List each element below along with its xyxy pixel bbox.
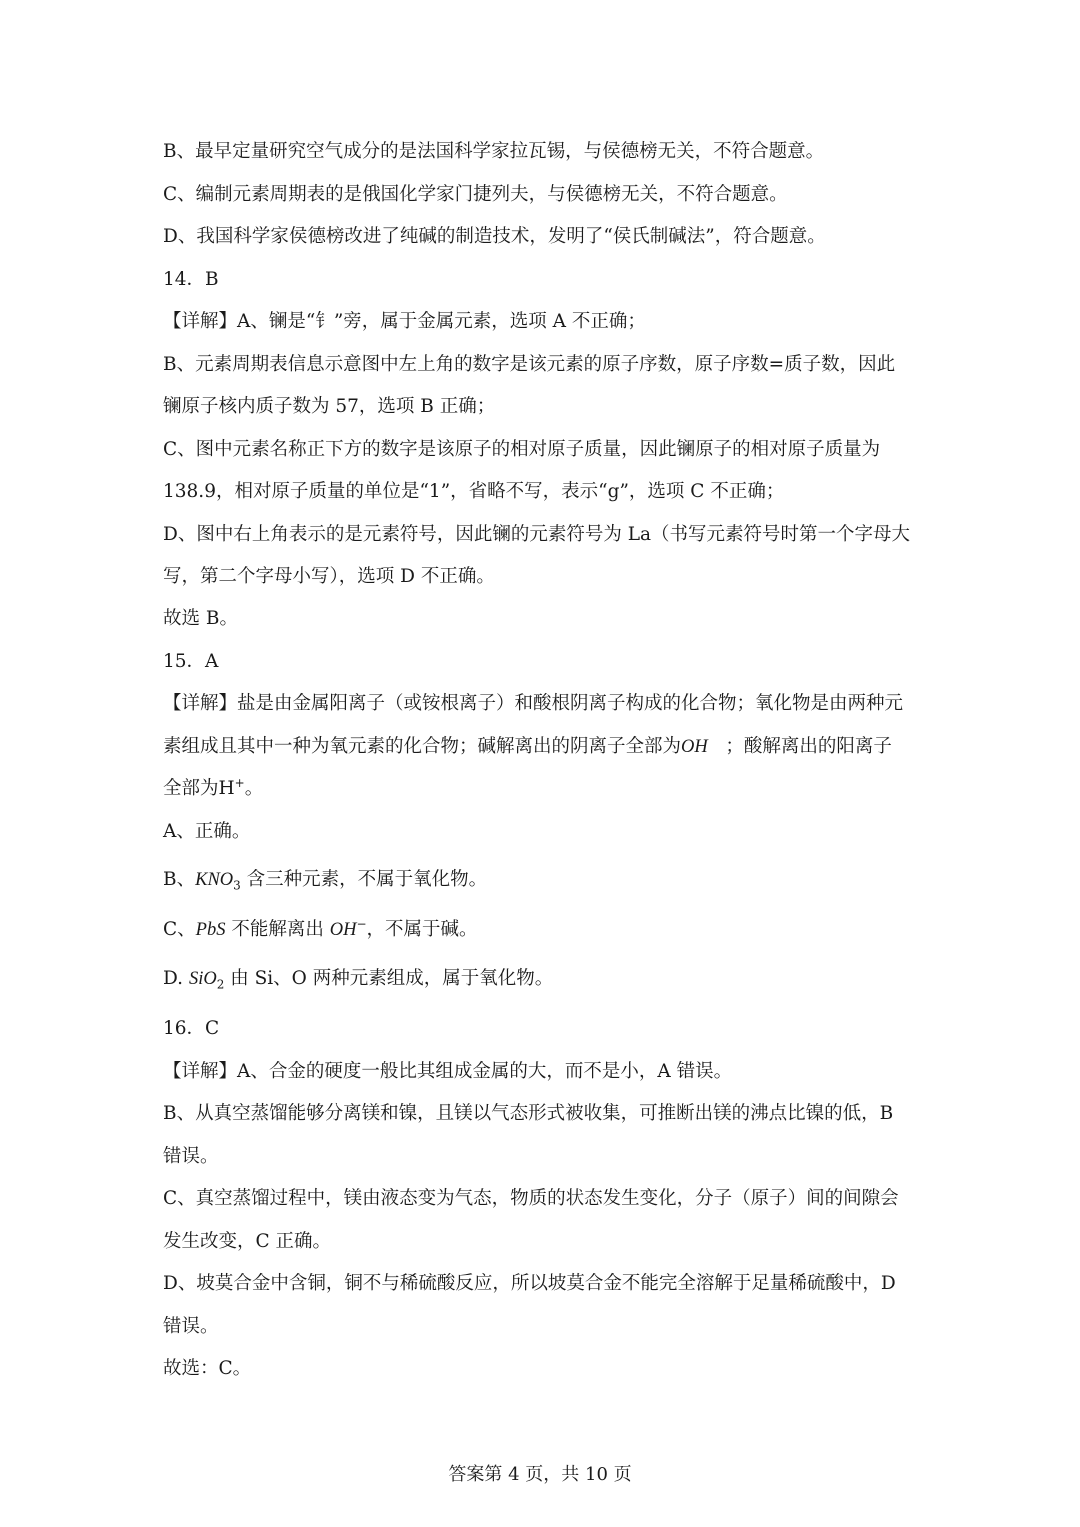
text-segment: B、 xyxy=(163,869,196,890)
text-line: 镧原子核内质子数为 57，选项 B 正确； xyxy=(163,396,496,417)
formula: PbS xyxy=(195,920,226,940)
formula: OH xyxy=(329,920,357,940)
text-line: 写，第二个字母小写），选项 D 不正确。 xyxy=(163,566,495,587)
text-segment: 全部为 xyxy=(163,778,219,799)
text-line: D、坡莫合金中含铜，铜不与稀硫酸反应，所以坡莫合金不能完全溶解于足量稀硫酸中，D xyxy=(163,1273,896,1294)
text-line: C、编制元素周期表的是俄国化学家门捷列夫，与侯德榜无关，不符合题意。 xyxy=(163,184,788,205)
text-line: 138.9，相对原子质量的单位是“1”，省略不写，表示“g”，选项 C 不正确； xyxy=(163,481,785,502)
text-line: A、正确。 xyxy=(163,821,251,842)
question-number: 15．A xyxy=(163,651,219,672)
question-number: 16．C xyxy=(163,1018,220,1039)
subscript: 2 xyxy=(216,977,225,992)
text-line: 【详解】A、合金的硬度一般比其组成金属的大，而不是小，A 错误。 xyxy=(163,1061,733,1082)
text-segment: 。 xyxy=(244,778,264,799)
text-line: D、图中右上角表示的是元素符号，因此镧的元素符号为 La（书写元素符号时第一个字母大 xyxy=(163,524,911,545)
text-line: 错误。 xyxy=(163,1316,219,1337)
text-line xyxy=(163,868,923,892)
text-segment: ；酸解离出的阳离子 xyxy=(725,736,892,757)
text-line: 故选 B。 xyxy=(163,608,238,629)
superscript: + xyxy=(234,775,245,790)
formula: H xyxy=(218,778,235,799)
text-line: C、图中元素名称正下方的数字是该原子的相对原子质量，因此镧原子的相对原子质量为 xyxy=(163,439,881,460)
text-line: D、我国科学家侯德榜改进了纯碱的制造技术，发明了“侯氏制碱法”，符合题意。 xyxy=(163,226,826,247)
text-line xyxy=(163,735,923,759)
superscript: − xyxy=(356,916,367,931)
text-segment: 含三种元素，不属于氧化物。 xyxy=(240,869,488,890)
question-number: 14．B xyxy=(163,269,219,290)
text-line: 【详解】A、镧是“钅”旁，属于金属元素，选项 A 不正确； xyxy=(163,311,646,332)
text-line: 发生改变，C 正确。 xyxy=(163,1231,332,1252)
text-line: 错误。 xyxy=(163,1146,219,1167)
text-line xyxy=(163,918,923,942)
text-segment: C、 xyxy=(163,919,196,940)
text-line: 故选：C。 xyxy=(163,1358,252,1379)
formula: OH xyxy=(681,737,708,757)
text-line: 【详解】盐是由金属阳离子（或铵根离子）和酸根阴离子构成的化合物；氧化物是由两种元 xyxy=(163,693,904,714)
text-segment: D. xyxy=(163,968,189,989)
text-segment: 素组成且其中一种为氧元素的化合物；碱解离出的阴离子全部为 xyxy=(163,736,682,757)
text-segment: 不能解离出 xyxy=(225,919,330,940)
text-line: B、从真空蒸馏能够分离镁和镍，且镁以气态形式被收集，可推断出镁的沸点比镍的低，B xyxy=(163,1103,894,1124)
text-line: B、元素周期表信息示意图中左上角的数字是该元素的原子序数，原子序数=质子数，因此 xyxy=(163,354,896,375)
subscript: 3 xyxy=(233,878,241,893)
text-segment: 由 Si、O 两种元素组成，属于氧化物。 xyxy=(224,968,554,989)
text-line xyxy=(163,777,923,801)
formula: SiO xyxy=(188,969,217,989)
page-footer: 答案第 4 页，共 10 页 xyxy=(448,1464,632,1485)
text-line: B、最早定量研究空气成分的是法国科学家拉瓦锡，与侯德榜无关，不符合题意。 xyxy=(163,141,825,162)
formula: KNO xyxy=(195,870,234,890)
text-line xyxy=(163,967,923,991)
text-segment: ，不属于碱。 xyxy=(366,919,478,940)
text-line: C、真空蒸馏过程中，镁由液态变为气态，物质的状态发生变化，分子（原子）间的间隙会 xyxy=(163,1188,899,1209)
